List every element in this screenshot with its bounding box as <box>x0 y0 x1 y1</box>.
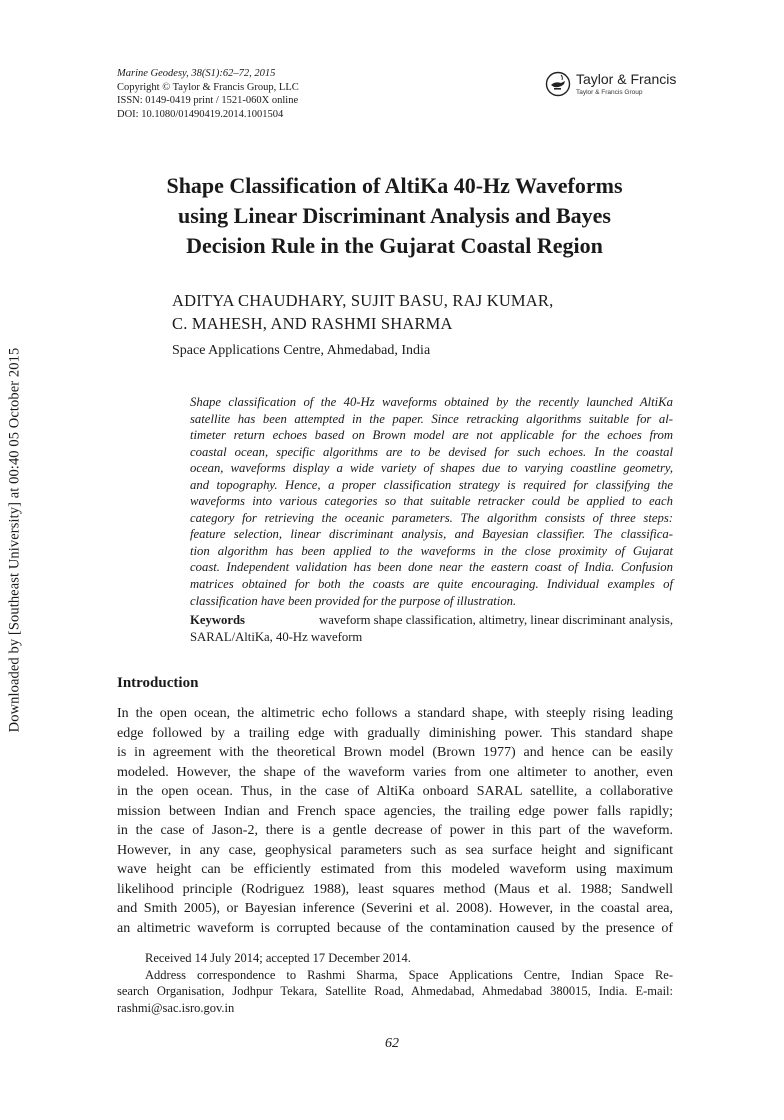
title-line: Decision Rule in the Gujarat Coastal Region <box>186 233 603 258</box>
keywords <box>190 612 673 646</box>
body-line: wave height can be efficiently estimated from this modeled waveform using maximum <box>117 862 673 878</box>
footnote-line: Address correspondence to Rashmi Sharma, Space Applications Centre, Indian Space Re- <box>145 967 673 982</box>
abstract-line: satellite has been attempted in the paper. Since retracking algorithms suitable for al- <box>190 411 673 426</box>
paper-title <box>117 171 672 261</box>
author-list <box>172 289 553 335</box>
body-line: However, in any case, geophysical parameters such as sea surface height and significant <box>117 842 673 858</box>
keywords-text: SARAL/AltiKa, 40-Hz waveform <box>190 630 363 644</box>
download-note-text: Downloaded by [Southeast University] at 00:40 05 October 2015 <box>6 347 23 733</box>
keywords-text: waveform shape classification, altimetry, linear discriminant analysis, <box>319 613 673 627</box>
doi-line: DOI: 10.1080/01490419.2014.1001504 <box>117 108 284 120</box>
abstract-line: classification have been provided for the purpose of illustration. <box>190 593 517 608</box>
abstract-line: timeter return echoes based on Brown model are not applicable for the echoes from <box>190 428 673 443</box>
author-line: C. MAHESH, AND RASHMI SHARMA <box>172 314 453 333</box>
lamp-logo-icon <box>545 71 571 97</box>
copyright-line: Copyright © Taylor & Francis Group, LLC <box>117 81 299 93</box>
page-number: 62 <box>385 1036 399 1051</box>
author-line: ADITYA CHAUDHARY, SUJIT BASU, RAJ KUMAR, <box>172 291 554 310</box>
body-line: and Smith 2005), or Bayesian inference (Severini et al. 2008). However, in the coastal area, <box>117 901 673 917</box>
journal-metadata <box>117 67 299 121</box>
footnote <box>117 950 673 1016</box>
body-line: modeled. However, the shape of the waveform varies from one altimeter to another, even <box>117 764 673 780</box>
publisher-name: Taylor & Francis <box>576 71 677 87</box>
journal-citation: Marine Geodesy, 38(S1):62–72, 2015 <box>117 68 276 79</box>
body-line: mission between Indian and French space agencies, the trailing edge power falls rapidly; <box>117 803 673 819</box>
body-line: edge followed by a trailing edge with gradually diminishing power. This standard shape <box>117 725 673 741</box>
affiliation: Space Applications Centre, Ahmedabad, India <box>172 343 431 358</box>
body-line: an altimetric waveform is corrupted because of the contamination caused by the presence of <box>117 921 673 937</box>
abstract-line: feature selection, linear discriminant analysis, and Bayesian classifier. The classifica- <box>190 527 673 542</box>
body-line: is in agreement with the theoretical Brown model (Brown 1977) and hence can be easily <box>117 745 673 761</box>
body-line: likelihood principle (Rodriguez 1988), least squares method (Maus et al. 1988; Sandwell <box>117 881 673 897</box>
issn-line: ISSN: 0149-0419 print / 1521-060X online <box>117 95 299 107</box>
abstract-line: coast. Independent validation has been done near the eastern coast of India. Confusion <box>190 560 673 575</box>
footnote-line: search Organisation, Jodhpur Tekara, Satellite Road, Ahmedabad, Ahmedabad 380015, India. E-mail: <box>117 984 673 999</box>
title-line: using Linear Discriminant Analysis and Bayes <box>178 203 611 228</box>
keywords-label: Keywords <box>190 613 245 627</box>
abstract-line: ocean, waveforms display a wide variety of shapes due to varying coastline geometry, <box>190 461 673 476</box>
abstract-line: Shape classification of the 40-Hz waveforms obtained by the recently launched AltiKa <box>190 395 673 409</box>
abstract-line: tion algorithm has been applied to the waveforms in the close proximity of Gujarat <box>190 543 673 558</box>
publisher-logo <box>545 70 685 102</box>
body-line: In the open ocean, the altimetric echo follows a standard shape, with steeply rising leading <box>117 706 673 721</box>
abstract-line: coastal ocean, specific algorithms are to be devised for such echoes. In the coastal <box>190 444 673 459</box>
publisher-group: Taylor & Francis Group <box>576 89 643 96</box>
abstract-line: category for retrieving the oceanic parameters. The algorithm consists of three steps: <box>190 510 673 525</box>
footnote-line: Received 14 July 2014; accepted 17 December 2014. <box>145 951 411 965</box>
section-heading: Introduction <box>117 675 199 691</box>
abstract-line: and topography. Hence, a proper classification strategy is required for classifying the <box>190 477 673 492</box>
title-line: Shape Classification of AltiKa 40-Hz Waveforms <box>166 173 623 198</box>
introduction-paragraph <box>117 704 673 939</box>
abstract-line: waveforms into various categories so that suitable retracker could be applied to each <box>190 494 673 509</box>
download-margin-note <box>3 347 27 733</box>
keywords-line <box>190 612 673 629</box>
abstract <box>190 394 673 609</box>
body-line: in the open ocean. Thus, in the case of AltiKa onboard SARAL satellite, a collaborative <box>117 784 673 800</box>
footnote-email: rashmi@sac.isro.gov.in <box>117 1000 235 1015</box>
abstract-line: matrices obtained for both the coasts are quite encouraging. Individual examples of <box>190 577 673 592</box>
body-line: in the case of Jason-2, there is a gentle decrease of power in this part of the waveform. <box>117 823 673 839</box>
